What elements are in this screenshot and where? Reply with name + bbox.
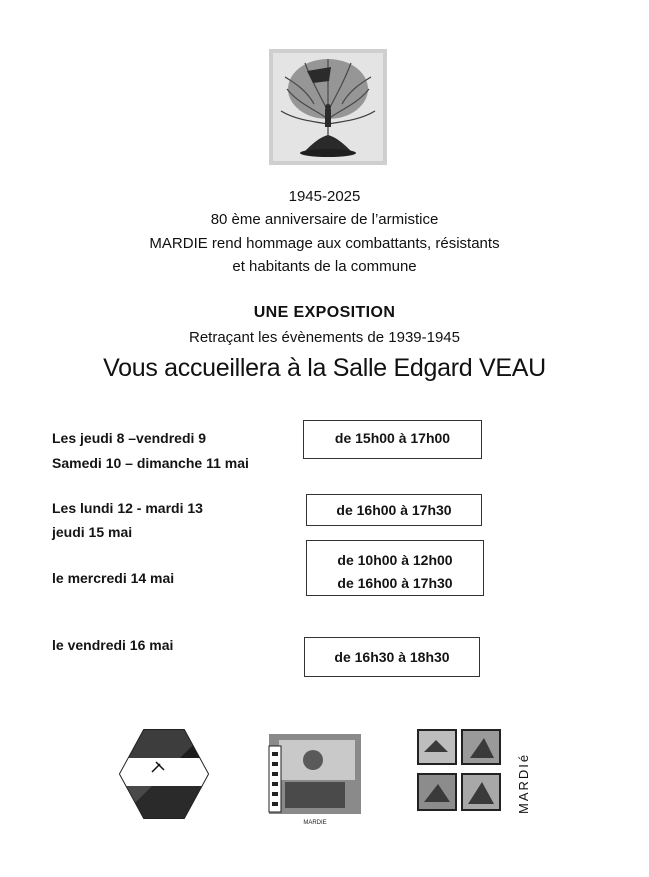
- schedule-days-2b: jeudi 15 mai: [52, 524, 133, 540]
- schedule-days-1b: Samedi 10 – dimanche 11 mai: [52, 455, 249, 471]
- schedule-time-2: de 16h00 à 17h30: [336, 502, 452, 518]
- tribute-line: MARDIE rend hommage aux combattants, résistants: [149, 235, 500, 252]
- schedule-days-1a: Les jeudi 8 –vendredi 9: [52, 430, 207, 446]
- venue-headline: Vous accueillera à la Salle Edgard VEAU: [103, 354, 546, 382]
- mardie-logo-icon: [414, 722, 544, 818]
- exhibition-title: UNE EXPOSITION: [253, 304, 396, 321]
- schedule-time-box-2: [306, 494, 482, 526]
- veterans-photo-logo-icon: [265, 732, 363, 828]
- schedule-time-box-4: [304, 637, 480, 677]
- schedule-days-2a: Les lundi 12 - mardi 13: [52, 500, 203, 516]
- schedule-time-3b: de 16h00 à 17h30: [337, 575, 453, 591]
- years-range: 1945-2025: [288, 188, 361, 205]
- schedule-time-3a: de 10h00 à 12h00: [337, 552, 453, 568]
- residents-line: et habitants de la commune: [232, 258, 417, 275]
- schedule-time-box-1: [303, 420, 482, 459]
- schedule-days-4: le vendredi 16 mai: [52, 637, 174, 653]
- exhibition-subtitle: Retraçant les évènements de 1939-1945: [188, 329, 460, 346]
- hexagon-flag-logo-icon: [118, 728, 210, 820]
- mardie-logo-text: MARDIé: [516, 752, 531, 814]
- middle-logo-caption: MARDIE: [303, 820, 327, 826]
- schedule-time-4: de 16h30 à 18h30: [334, 649, 450, 665]
- schedule-days-3: le mercredi 14 mai: [52, 570, 175, 586]
- tree-illustration: [269, 49, 387, 165]
- schedule-time-box-3: [306, 540, 484, 596]
- anniversary-line: 80 ème anniversaire de l’armistice: [210, 211, 439, 228]
- schedule-time-1: de 15h00 à 17h00: [334, 430, 451, 446]
